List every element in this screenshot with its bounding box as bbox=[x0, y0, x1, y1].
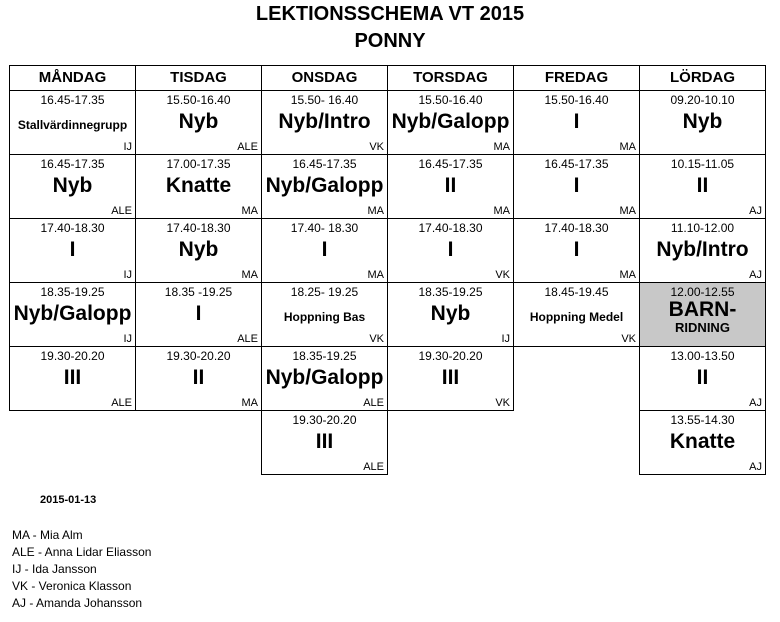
lesson-cell bbox=[387, 90, 514, 155]
lesson-name-line1: BARN- bbox=[668, 298, 737, 321]
day-header: LÖRDAG bbox=[639, 65, 766, 91]
lesson-time: 16.45-17.35 bbox=[418, 157, 483, 171]
lesson-name: I bbox=[573, 110, 580, 133]
lesson-teacher: VK bbox=[495, 397, 510, 409]
lesson-cell bbox=[513, 154, 640, 219]
lesson-name: II bbox=[192, 366, 205, 389]
lesson-teacher: IJ bbox=[123, 269, 132, 281]
lesson-name: I bbox=[69, 238, 76, 261]
lesson-cell bbox=[387, 218, 514, 283]
lesson-cell bbox=[513, 90, 640, 155]
lesson-teacher: IJ bbox=[501, 333, 510, 345]
lesson-teacher: MA bbox=[241, 269, 258, 281]
lesson-time: 19.30-20.20 bbox=[292, 413, 357, 427]
lesson-name: III bbox=[315, 430, 334, 453]
lesson-teacher: ALE bbox=[111, 205, 132, 217]
lesson-cell bbox=[261, 410, 388, 475]
day-header: MÅNDAG bbox=[9, 65, 136, 91]
lesson-time: 15.50-16.40 bbox=[166, 93, 231, 107]
lesson-cell bbox=[261, 154, 388, 219]
lesson-time: 15.50- 16.40 bbox=[290, 93, 359, 107]
lesson-teacher: VK bbox=[621, 333, 636, 345]
lesson-teacher: MA bbox=[241, 205, 258, 217]
schedule-grid bbox=[9, 65, 763, 475]
lesson-time: 15.50-16.40 bbox=[544, 93, 609, 107]
day-header: TORSDAG bbox=[387, 65, 514, 91]
lesson-teacher: ALE bbox=[237, 333, 258, 345]
lesson-name: Knatte bbox=[165, 174, 232, 197]
schedule-title: LEKTIONSSCHEMA VT 2015 bbox=[255, 3, 525, 25]
lesson-time: 16.45-17.35 bbox=[544, 157, 609, 171]
lesson-time: 15.50-16.40 bbox=[418, 93, 483, 107]
lesson-teacher: ALE bbox=[111, 397, 132, 409]
lesson-name: I bbox=[447, 238, 454, 261]
lesson-name: Nyb/Galopp bbox=[265, 174, 384, 197]
lesson-time: 12.00-12.55 bbox=[670, 285, 735, 299]
lesson-teacher: VK bbox=[369, 141, 384, 153]
lesson-time: 19.30-20.20 bbox=[40, 349, 105, 363]
lesson-name: Nyb/Intro bbox=[278, 110, 371, 133]
lesson-time: 11.10-12.00 bbox=[670, 221, 735, 235]
teacher-legend bbox=[12, 527, 151, 612]
lesson-teacher: VK bbox=[369, 333, 384, 345]
lesson-time: 18.35-19.25 bbox=[40, 285, 105, 299]
lesson-teacher: AJ bbox=[749, 205, 762, 217]
lesson-teacher: MA bbox=[619, 205, 636, 217]
lesson-name: I bbox=[195, 302, 202, 325]
lesson-teacher: MA bbox=[241, 397, 258, 409]
lesson-name: II bbox=[696, 174, 709, 197]
lesson-teacher: MA bbox=[619, 269, 636, 281]
lesson-cell bbox=[639, 410, 766, 475]
lesson-teacher: ALE bbox=[363, 461, 384, 473]
lesson-cell bbox=[9, 90, 136, 155]
lesson-time: 18.35 -19.25 bbox=[164, 285, 233, 299]
lesson-time: 13.55-14.30 bbox=[670, 413, 735, 427]
lesson-cell bbox=[135, 90, 262, 155]
day-header: TISDAG bbox=[135, 65, 262, 91]
lesson-name-line2: RIDNING bbox=[675, 320, 730, 335]
lesson-cell bbox=[513, 282, 640, 347]
lesson-cell bbox=[387, 154, 514, 219]
day-header: FREDAG bbox=[513, 65, 640, 91]
lesson-time: 17.40-18.30 bbox=[418, 221, 483, 235]
lesson-teacher: AJ bbox=[749, 269, 762, 281]
lesson-time: 17.40- 18.30 bbox=[290, 221, 359, 235]
lesson-name: Nyb bbox=[430, 302, 471, 325]
lesson-cell bbox=[135, 218, 262, 283]
lesson-teacher: AJ bbox=[749, 461, 762, 473]
lesson-cell bbox=[135, 154, 262, 219]
lesson-teacher: MA bbox=[367, 205, 384, 217]
legend-item: IJ - Ida Jansson bbox=[12, 562, 97, 576]
legend-item: VK - Veronica Klasson bbox=[12, 579, 132, 593]
lesson-time: 18.35-19.25 bbox=[418, 285, 483, 299]
lesson-time: 09.20-10.10 bbox=[670, 93, 735, 107]
lesson-time: 17.40-18.30 bbox=[40, 221, 105, 235]
lesson-cell bbox=[387, 282, 514, 347]
lesson-name: Nyb/Intro bbox=[656, 238, 749, 261]
lesson-name: Nyb/Galopp bbox=[13, 302, 132, 325]
lesson-name: I bbox=[573, 238, 580, 261]
lesson-cell bbox=[639, 90, 766, 155]
lesson-name: II bbox=[696, 366, 709, 389]
lesson-name: Nyb bbox=[178, 238, 219, 261]
lesson-name: Nyb/Galopp bbox=[391, 110, 510, 133]
day-header: ONSDAG bbox=[261, 65, 388, 91]
lesson-cell bbox=[387, 346, 514, 411]
lesson-cell bbox=[9, 154, 136, 219]
lesson-name: Knatte bbox=[669, 430, 736, 453]
lesson-teacher: MA bbox=[493, 141, 510, 153]
lesson-time: 17.40-18.30 bbox=[166, 221, 231, 235]
lesson-time: 16.45-17.35 bbox=[40, 93, 105, 107]
lesson-teacher: MA bbox=[367, 269, 384, 281]
lesson-cell bbox=[135, 282, 262, 347]
lesson-time: 16.45-17.35 bbox=[40, 157, 105, 171]
lesson-cell bbox=[9, 346, 136, 411]
lesson-name: III bbox=[441, 366, 460, 389]
lesson-time: 10.15-11.05 bbox=[670, 157, 735, 171]
lesson-cell bbox=[261, 282, 388, 347]
lesson-cell bbox=[639, 154, 766, 219]
lesson-name: Nyb/Galopp bbox=[265, 366, 384, 389]
lesson-cell bbox=[9, 282, 136, 347]
lesson-name: I bbox=[321, 238, 328, 261]
lesson-name: Hoppning Bas bbox=[283, 310, 366, 324]
lesson-name: Hoppning Medel bbox=[529, 310, 624, 324]
schedule-subtitle: PONNY bbox=[354, 30, 426, 52]
lesson-name: II bbox=[444, 174, 457, 197]
legend-item: ALE - Anna Lidar Eliasson bbox=[12, 545, 152, 559]
lesson-cell bbox=[513, 218, 640, 283]
lesson-cell bbox=[261, 90, 388, 155]
schedule-date: 2015-01-13 bbox=[40, 494, 97, 506]
lesson-teacher: IJ bbox=[123, 333, 132, 345]
legend-item: MA - Mia Alm bbox=[12, 528, 83, 542]
lesson-time: 18.45-19.45 bbox=[544, 285, 609, 299]
lesson-cell bbox=[639, 346, 766, 411]
lesson-time: 16.45-17.35 bbox=[292, 157, 357, 171]
lesson-cell bbox=[639, 282, 766, 347]
lesson-cell bbox=[135, 346, 262, 411]
lesson-cell bbox=[9, 218, 136, 283]
lesson-teacher: MA bbox=[493, 205, 510, 217]
lesson-name: Nyb bbox=[682, 110, 723, 133]
lesson-name: Nyb bbox=[178, 110, 219, 133]
lesson-time: 17.00-17.35 bbox=[166, 157, 231, 171]
lesson-teacher: AJ bbox=[749, 397, 762, 409]
legend-item: AJ - Amanda Johansson bbox=[12, 596, 143, 610]
lesson-cell bbox=[261, 346, 388, 411]
lesson-name: Nyb bbox=[52, 174, 93, 197]
lesson-cell bbox=[639, 218, 766, 283]
lesson-name: III bbox=[63, 366, 82, 389]
lesson-teacher: ALE bbox=[363, 397, 384, 409]
lesson-cell bbox=[261, 218, 388, 283]
lesson-time: 19.30-20.20 bbox=[418, 349, 483, 363]
lesson-name: Stallvärdinnegrupp bbox=[17, 118, 128, 132]
lesson-time: 13.00-13.50 bbox=[670, 349, 735, 363]
lesson-time: 19.30-20.20 bbox=[166, 349, 231, 363]
lesson-time: 18.25- 19.25 bbox=[290, 285, 359, 299]
lesson-teacher: MA bbox=[619, 141, 636, 153]
lesson-teacher: ALE bbox=[237, 141, 258, 153]
lesson-name bbox=[640, 300, 765, 336]
lesson-name: I bbox=[573, 174, 580, 197]
lesson-teacher: IJ bbox=[123, 141, 132, 153]
lesson-time: 18.35-19.25 bbox=[292, 349, 357, 363]
lesson-teacher: VK bbox=[495, 269, 510, 281]
lesson-time: 17.40-18.30 bbox=[544, 221, 609, 235]
